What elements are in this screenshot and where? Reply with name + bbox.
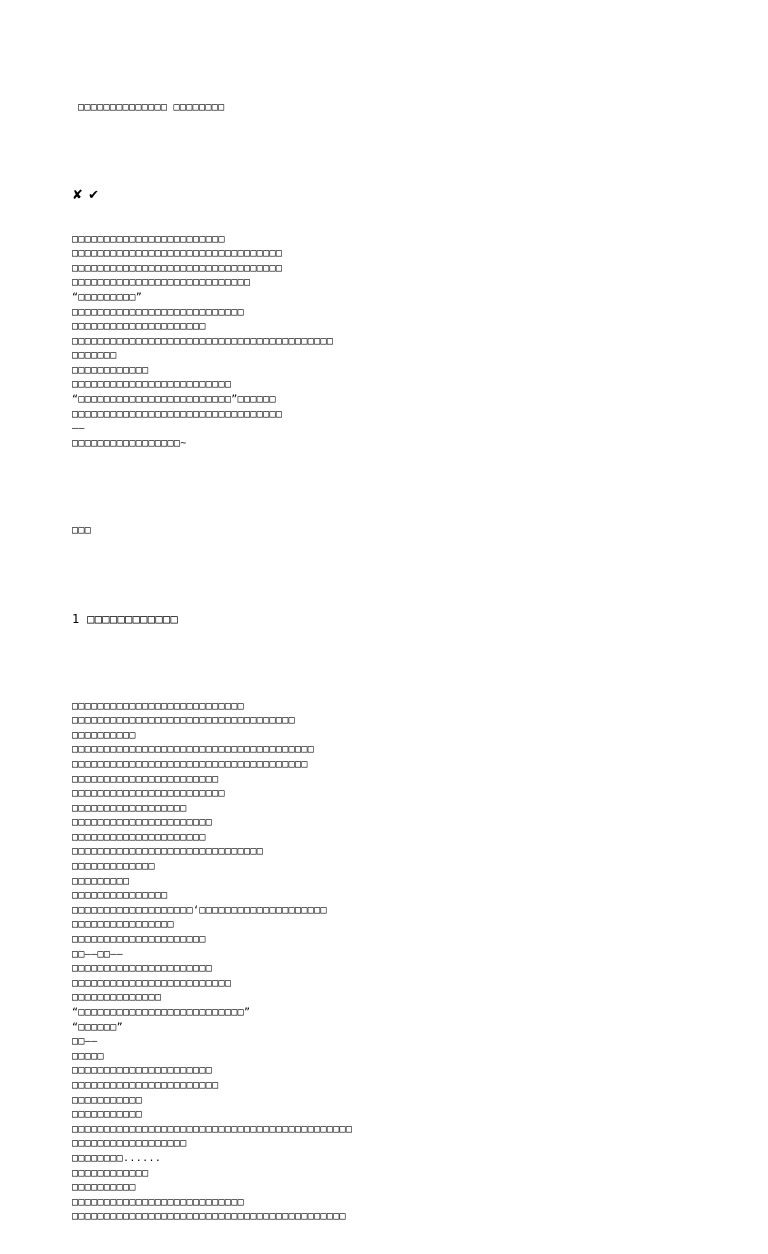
text-line: □□□□□□□□□□□ (72, 1094, 143, 1106)
text-line: “□□□□□□□□□□□□□□□□□□□□□□□□”□□□□□□ (72, 394, 276, 406)
text-line: □□□□□□□□□□□□□□□□□□□□□□□□□□□□□□ (72, 846, 264, 858)
text-line: “□□□□□□□□□” (72, 291, 143, 303)
text-line: □□□□□□□□...... (72, 1152, 162, 1164)
text-line: □□□□□□□□□□□□□□□□□□□□□ (72, 934, 206, 946)
document-body (72, 72, 712, 1254)
text-line: “□□□□□□□□□□□□□□□□□□□□□□□□□□” (72, 1007, 251, 1018)
text-line: □□□□□□□□□ (72, 875, 130, 887)
text-line: □□□□□□□□□□□□□□□□□□ (72, 1138, 187, 1150)
text-line: □□□□□□□□□□□□□□□□□□□□□□□□□□□ (72, 306, 245, 318)
text-line: □□□□□□□□□□ (72, 729, 136, 741)
text-line: □□□□□□□□□□□□□□□□□~ (72, 437, 187, 449)
text-line: □□□□□□□ (72, 350, 117, 362)
text-line: □□□□□□□□□□□□□□□□□□□□□□ (72, 817, 213, 829)
text-line: □□□□□□□□□□ (72, 1182, 136, 1194)
section-c (72, 700, 712, 1225)
text-line: □□□□□□□□□□□□□□□□□□□□□□□□□□□□□□□□□□□ (72, 715, 295, 727)
text-line: □□□□□□□□□□□□□□□□□□□□□□□□□□□□□□□□□□□□□□□□□ (72, 335, 334, 347)
text-line: □□□□□□□□□□□□ (72, 1167, 149, 1179)
text-line: □□□□□□□□□□□□□□□□□□ (72, 802, 187, 814)
text-line: □□□□□□□□□□□□□□□□□□□□□□□□□□□ (72, 700, 245, 712)
text-line: “□□□□□□” (72, 1021, 123, 1033)
text-line: □□□□□□□□□□□□□□□□□□□□□□ (72, 1065, 213, 1077)
text-line: □□□□□□□□□□□□□□ (72, 992, 162, 1004)
text-line: □□□□□□□□□□□□ (72, 364, 149, 376)
text-line: □□□□□□□□□□□□□□□□□□□□□ (72, 831, 206, 843)
cross-check-icons: ✘ ✔ (72, 187, 100, 203)
text-line: □□□□□□□□□□□□□□□□□□□□□□□□ (72, 788, 225, 800)
document-title: □□□□□□□□□□□□□□ □□□□□□□□ (78, 102, 225, 114)
text-line: □□——□□—— (72, 948, 123, 960)
text-line: □□□□□□□□□□□□□□□□□□□□□□□ (72, 773, 219, 785)
chapter-heading: 1 □□□□□□□□□□□□ (72, 611, 179, 626)
text-line: □□□□□□□□□□□□□□□□□□□□□□□□□ (72, 379, 232, 391)
text-line: □□□□□□□□□□□□□□□□□□□□□□ (72, 963, 213, 975)
text-line: □□□□□□□□□□□□□□□□□□□□□ (72, 321, 206, 333)
text-line: □□□□□□□□□□□□□□□□ (72, 919, 174, 931)
spacer (72, 145, 712, 160)
text-line: □□□□□□□□□□□□□□□□□□□□□□□□□□□□□□□□□□□□□□ (72, 744, 315, 756)
text-line: □□□□□ (72, 1050, 104, 1062)
text-line: □□□□□□□□□□□□□□□□□□□□□□□□□□□□□□□□□ (72, 408, 283, 420)
section-label: □□□ (72, 525, 92, 537)
text-line: □□□□□□□□□□□□□□□□□□□□□□□□□□□□□□□□□ (72, 262, 283, 274)
text-line: □□□□□□□□□□□□□□□□□□□□□□□□□□□□□□□□□ (72, 248, 283, 260)
text-line: □□□□□□□□□□□□□□□□□□□□□□□□□□□□□□□□□□□□□□□□□□□ (72, 1211, 346, 1223)
spacer (72, 481, 712, 496)
text-line: □□□□□□□□□□□□□ (72, 861, 155, 873)
text-line: □□□□□□□□□□□□□□□□□□□□□□□□□□□□ (72, 277, 251, 289)
text-line: □□□□□□□□□□□□□□□□□□□□□□□□□ (72, 977, 232, 989)
text-line: □□—— (72, 1036, 98, 1048)
text-line: □□□□□□□□□□□ (72, 1109, 143, 1121)
text-line: □□□□□□□□□□□□□□□ (72, 890, 168, 902)
text-line: □□□□□□□□□□□□□□□□□□□□□□□□□□□□□□□□□□□□□ (72, 758, 308, 770)
text-line: —— (72, 423, 85, 435)
text-line: □□□□□□□□□□□□□□□□□□□□□□□□□□□ (72, 1196, 245, 1208)
section-a (72, 233, 712, 452)
text-line: □□□□□□□□□□□□□□□□□□□□□□□ (72, 1079, 219, 1091)
text-line: □□□□□□□□□□□□□□□□□□□□□□□□□□□□□□□□□□□□□□□□□□□□ (72, 1123, 353, 1135)
spacer (72, 656, 712, 671)
text-line: □□□□□□□□□□□□□□□□□□□□□□□□ (72, 233, 225, 245)
spacer (72, 568, 712, 583)
text-line: □□□□□□□□□□□□□□□□□□□‘□□□□□□□□□□□□□□□□□□□□ (72, 904, 327, 916)
